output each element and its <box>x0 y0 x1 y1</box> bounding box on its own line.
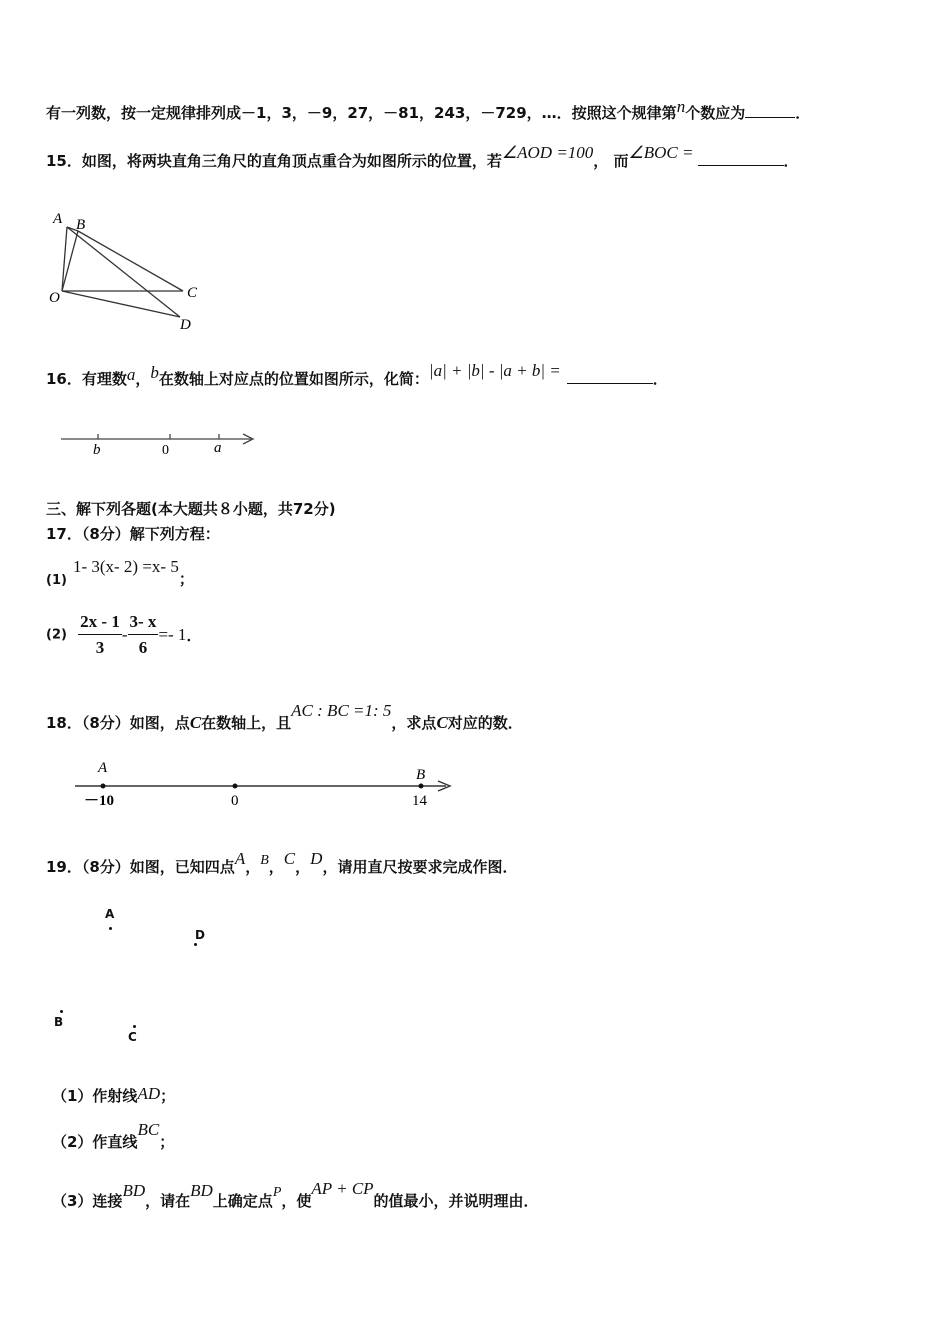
q19-s3-text2: 上确定点 <box>212 1192 273 1210</box>
q16-text1: 16．有理数 <box>46 370 127 388</box>
q19-s1-label: （1）作射线 <box>52 1087 138 1105</box>
q16-number-line <box>55 425 265 465</box>
q16-var-a: a <box>126 365 136 384</box>
q19-fig-point-d <box>194 943 197 946</box>
q18-var-c2: C <box>436 713 448 732</box>
q17-p2-num2: 3- x <box>128 612 159 635</box>
q19-s3-label: （3）连接 <box>52 1192 123 1210</box>
q14-text1: 有一列数，按一定规律排列成－1，3，－9，27，－81，243，－729，…．按照这个规律第 <box>46 104 677 122</box>
q17-p2-den1: 3 <box>95 638 105 657</box>
q19-point-d-label: D <box>310 849 323 868</box>
q16-label-b: b <box>93 442 101 458</box>
q16-comma: ， <box>135 370 151 388</box>
q19-s3-expr3: AP + CP <box>311 1179 374 1198</box>
q17-p2-minus: - <box>121 625 128 644</box>
q19-fig-point-b <box>60 1010 63 1013</box>
q18-text3: ，求点 <box>391 714 437 732</box>
q17-title: 17．（8分）解下列方程： <box>46 525 220 543</box>
q16-end: ． <box>652 370 668 388</box>
q19-point-a-label: A <box>234 849 246 868</box>
q16-expr: |a| + |b| - |a + b| = <box>428 361 561 380</box>
q18-number-line <box>70 755 460 815</box>
q16-var-b: b <box>150 363 159 382</box>
q18-label-a: A <box>98 760 108 776</box>
q15-end: ． <box>783 152 799 170</box>
q17-p1-end: ； <box>178 570 194 588</box>
q19-s3-text4: 的值最小，并说明理由． <box>373 1192 539 1210</box>
q17-part1 <box>46 557 194 589</box>
q19-line <box>46 849 518 877</box>
q19-s3-p: P <box>272 1185 282 1200</box>
q15-segment-od <box>62 291 180 317</box>
q17-p2-num1: 2x - 1 <box>78 612 122 635</box>
q15-label-a: A <box>53 211 63 227</box>
q17-p2-fraction1 <box>78 612 122 658</box>
q18-point-a <box>101 784 106 789</box>
q18-text4: 对应的数． <box>447 714 523 732</box>
q17-p1-label: (1) <box>46 573 67 588</box>
q14-var-n: n <box>676 97 686 116</box>
q18-line <box>46 701 523 733</box>
q18-point-b <box>419 784 424 789</box>
q15-expr2: ∠BOC = <box>628 143 694 162</box>
q18-label-b: B <box>416 767 426 783</box>
q15-label-o: O <box>49 290 60 306</box>
q19-s3-text3: ，使 <box>281 1192 312 1210</box>
q19-fig-label-a: A <box>105 907 115 921</box>
q15-segment-bc <box>78 231 183 291</box>
q19-point-c-label: C <box>283 849 296 868</box>
q15-text1: 15．如图，将两块直角三角尺的直角顶点重合为如图所示的位置，若 <box>46 152 502 170</box>
q19-step3 <box>52 1179 539 1211</box>
q18-text2: 在数轴上，且 <box>201 714 292 732</box>
q18-var-c: C <box>189 713 202 732</box>
q15-figure <box>40 205 220 335</box>
q19-s2-end: ； <box>159 1133 175 1151</box>
q15-answer-blank[interactable] <box>698 151 784 166</box>
q19-s3-expr1: BD <box>122 1181 146 1200</box>
q17-p2-rhs: =- 1 <box>158 625 187 644</box>
q19-step2 <box>52 1120 175 1152</box>
q19-sep1: ， <box>245 858 261 876</box>
q19-s2-expr: BC <box>137 1120 160 1139</box>
q18-point-zero <box>233 784 238 789</box>
q14-line <box>46 97 811 123</box>
q19-s3-text1: ，请在 <box>145 1192 191 1210</box>
q19-fig-label-c: C <box>128 1030 137 1044</box>
q16-label-a: a <box>214 440 222 456</box>
q19-fig-label-b: B <box>54 1015 64 1029</box>
q16-text2: 在数轴上对应点的位置如图所示，化简： <box>158 370 429 388</box>
q19-point-b-label: B <box>260 853 269 868</box>
q14-end: ． <box>795 104 811 122</box>
q15-segment-ad <box>67 227 180 317</box>
q19-text2: ，请用直尺按要求完成作图． <box>322 858 518 876</box>
q15-label-b: B <box>76 217 86 233</box>
q17-p1-expr: 1- 3(x- 2) =x- 5 <box>72 557 179 576</box>
q14-answer-blank[interactable] <box>745 103 795 118</box>
q19-figure <box>40 895 240 1055</box>
q19-fig-point-c <box>133 1025 136 1028</box>
q16-line <box>46 361 668 389</box>
q15-label-c: C <box>187 285 198 301</box>
q19-sep2: ， <box>268 858 284 876</box>
q18-value-b: 14 <box>412 793 427 809</box>
q19-s1-expr: AD <box>137 1084 161 1103</box>
q19-s1-end: ； <box>160 1087 176 1105</box>
q15-label-d: D <box>180 317 191 333</box>
q17-p2-den2: 6 <box>138 638 148 657</box>
q17-p2-end: ． <box>186 626 202 645</box>
q18-expr: AC : BC =1: 5 <box>291 701 392 720</box>
q19-fig-label-d: D <box>195 928 205 942</box>
q18-value-zero: 0 <box>231 793 239 809</box>
q17-part2 <box>46 612 201 658</box>
q19-fig-point-a <box>109 927 112 930</box>
q16-answer-blank[interactable] <box>567 369 653 384</box>
q19-s3-expr2: BD <box>190 1181 213 1200</box>
q18-value-a: －10 <box>84 793 115 809</box>
q18-text1: 18．（8分）如图，点 <box>46 714 190 732</box>
q17-p2-fraction2 <box>128 612 159 658</box>
q16-label-zero: 0 <box>162 443 169 458</box>
q17-p2-label: (2) <box>46 627 67 643</box>
q15-line <box>46 143 799 171</box>
q15-text2: ， 而 <box>593 152 629 170</box>
q14-text2: 个数应为 <box>685 104 746 122</box>
q19-text1: 19．（8分）如图，已知四点 <box>46 858 235 876</box>
q19-sep3: ， <box>295 858 311 876</box>
q19-s2-label: （2）作直线 <box>52 1133 138 1151</box>
q19-step1 <box>52 1085 175 1106</box>
q15-expr1: ∠AOD =100 <box>501 143 594 162</box>
section3-heading: 三、解下列各题(本大题共８小题，共72分) <box>46 500 336 518</box>
